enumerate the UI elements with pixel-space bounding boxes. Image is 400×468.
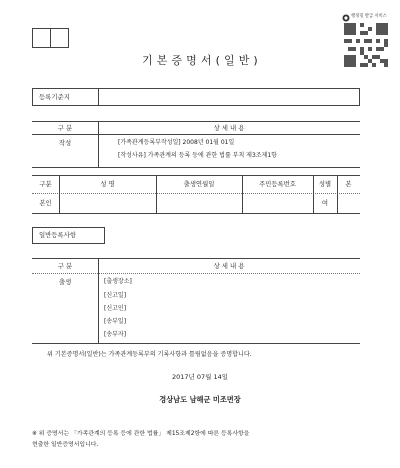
t3-col-category: 구 분 (57, 262, 73, 270)
t3-bottom (32, 343, 360, 344)
t2-col-origin: 본 (345, 180, 352, 188)
t1-line2: [작성사유] 가족관계의 등록 등에 관한 법률 부칙 제3조제1항 (118, 152, 277, 159)
issue-date: 2017년 07월 14일 (171, 373, 229, 381)
t1-line1: [가족관계등록부작성일] 2008년 01월 01일 (118, 139, 235, 146)
corner-box-left (32, 28, 51, 48)
t1-col-category: 구 분 (57, 124, 73, 132)
t2-bottom (32, 213, 360, 214)
seal-icon (342, 14, 350, 22)
t2-col-sex: 성별 (318, 180, 332, 188)
reg-base-divider (98, 88, 99, 106)
t2-col-category: 구분 (39, 180, 52, 188)
general-section-label: 일반등록사항 (39, 231, 77, 239)
t1-bottom (32, 167, 360, 168)
t2-header-bottom (32, 193, 360, 194)
page-title: 기 본 증 명 서 ( 일 반 ) (141, 54, 259, 67)
t2-top (32, 175, 360, 176)
reg-base-row (32, 88, 360, 106)
t3-item: [출생장소] (104, 278, 132, 285)
t1-col-detail: 상 세 내 용 (213, 124, 245, 132)
t3-col-detail: 상 세 내 용 (213, 262, 245, 270)
issue-stamp (342, 14, 390, 68)
t2-col-id: 주민등록번호 (258, 180, 297, 188)
t2-col-birth: 출생연월일 (183, 180, 215, 188)
corner-box-right (50, 28, 69, 48)
t1-top (32, 121, 360, 122)
t3-item: [송부일] (104, 318, 127, 325)
t1-row-label: 작성 (58, 139, 72, 147)
t3-top (32, 258, 360, 259)
t1-header-bottom (32, 134, 360, 135)
t2-col-name: 성 명 (100, 180, 115, 188)
issuer: 경상남도 남해군 미조면장 (159, 395, 241, 404)
t2-sex: 여 (321, 199, 329, 207)
footnote-line-1: ※ 위 증명서는 「가족관계의 등록 등에 관한 법률」 제15조제2항에 따른 등록사항을 (32, 431, 250, 437)
certify-text: 위 기본증명서(일반)는 가족관계등록부의 기록사항과 틀림없음을 증명합니다. (47, 351, 252, 358)
t3-divider (98, 258, 99, 343)
t2-row-label: 본인 (39, 199, 52, 207)
t3-row-label: 출생 (58, 278, 72, 286)
t3-item: [신고인] (104, 305, 127, 312)
t3-item: [신고일] (104, 292, 127, 299)
t3-header-bottom (32, 273, 360, 274)
reg-base-label: 등록기준지 (39, 93, 70, 101)
qr-code-icon (344, 23, 388, 67)
stamp-label: 행정형 발급 서비스 (351, 14, 387, 19)
footnote-line-2: 현출한 일반증명서입니다. (32, 442, 99, 448)
t3-item: [송부자] (104, 331, 127, 338)
